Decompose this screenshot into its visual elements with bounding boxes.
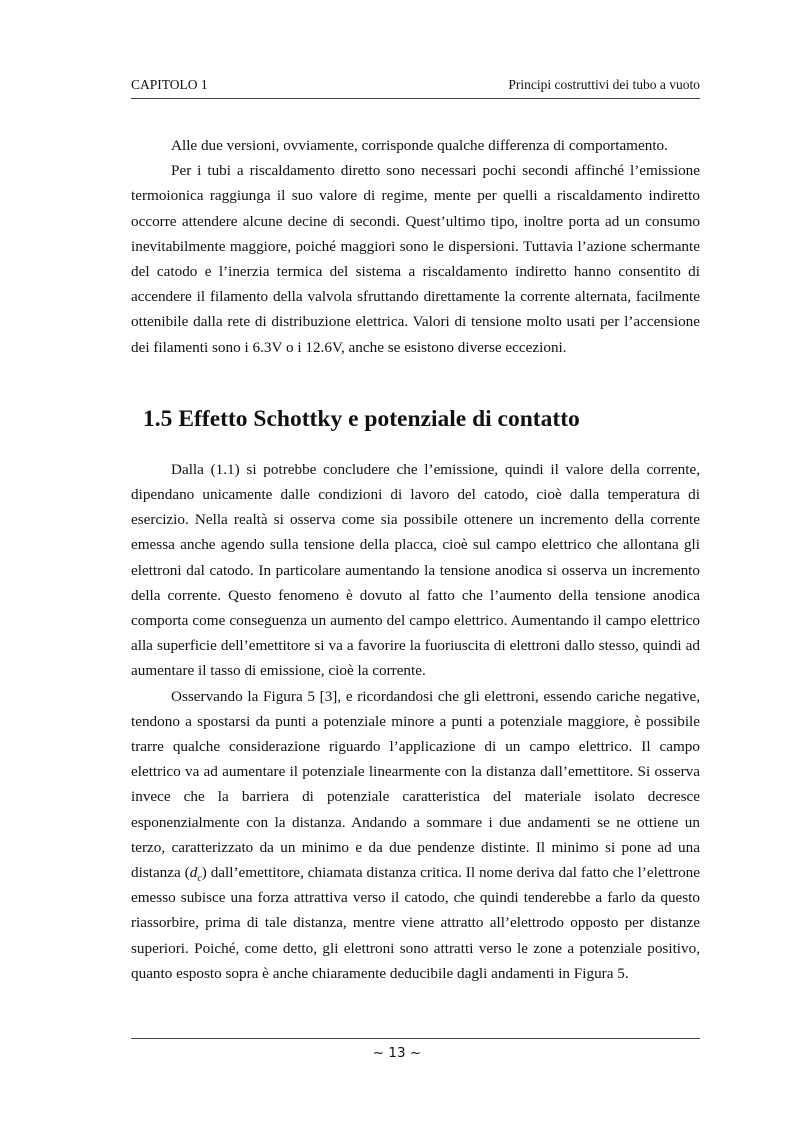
- paragraph-section-2: [131, 684, 700, 986]
- paragraph-section-1: Dalla (1.1) si potrebbe concludere che l’emissione, quindi il valore della corrente, dipendano unicamente dalle condizioni di lavoro del catodo, cioè dalla temperatura di esercizio. Nella realtà si osserva come sia possibile ottenere un incremento della corrente emessa anche agendo sulla tensione della placca, cioè sul campo elettrico che allontana gli elettroni dal catodo. In particolare aumentando la tensione anodica si osserva un incremento della corrente. Questo fenomeno è dovuto al fatto che l’aumento della tensione anodica comporta come conseguenza un aumento del campo elettrico. Aumentando il campo elettrico alla superficie dell’emettitore si va a favorire la fuoriuscita di elettroni dallo stesso, quindi ad aumentare il tasso di emissione, cioè la corrente.: [131, 460, 700, 680]
- header-chapter: CAPITOLO 1: [131, 77, 208, 92]
- page-body: [131, 133, 700, 986]
- paragraph-intro-1: Alle due versioni, ovviamente, corrisponde qualche differenza di comportamento.: [171, 137, 668, 154]
- section-title-text: Effetto Schottky e potenziale di contatto: [178, 405, 580, 432]
- header-title: Principi costruttivi dei tubo a vuoto: [508, 77, 700, 92]
- paragraph-section-2-text-b: ) dall’emettitore, chiamata distanza critica. Il nome deriva dal fatto che l’elettrone emesso subisce una forza attrattiva verso il catodo, che quindi tenderebbe a farlo da questo riassorbire, prima di tale distanza, mentre viene attratto all’elettrodo opposto per distanze superiori. Poiché, come detto, gli elettroni sono attratti verso le zone a potenziale positivo, quanto esposto sopra è anche chiaramente deducibile dagli andamenti in Figura 5.: [131, 864, 700, 982]
- page-number: ~ 13 ~: [372, 1045, 422, 1061]
- paragraph-intro-2: Per i tubi a riscaldamento diretto sono necessari pochi secondi affinché l’emissione termoionica raggiunga il suo valore di regime, mente per quelli a riscaldamento indiretto occorre attendere alcune decine di secondi. Quest’ultimo tipo, inoltre porta ad un consumo inevitabilmente maggiore, poiché maggiori sono le dispersioni. Tuttavia l’azione schermante del catodo e l’inerzia termica del sistema a riscaldamento indiretto hanno consentito di accendere il filamento della valvola sfruttando direttamente la corrente alternata, facilmente ottenibile dalla rete di distribuzione elettrica. Valori di tensione molto usati per l’accensione dei filamenti sono i 6.3V o i 12.6V, anche se esistono diverse eccezioni.: [131, 162, 700, 356]
- section-number: 1.5: [143, 405, 173, 432]
- section-heading: [143, 404, 700, 434]
- paragraph-section-2-text-a: Osservando la Figura 5 [3], e ricordandosi che gli elettroni, essendo cariche negative, tendono a spostarsi da punti a potenziale minore a punti a potenziale maggiore, è possibile trarre qualche considerazione riguardo l’applicazione di un campo elettrico. Il campo elettrico va ad aumentare il potenziale linearmente con la distanza dall’emettitore. Si osserva invece che la barriera di potenziale caratteristica del materiale isolato decresce esponenzialmente con la distanza. Andando a sommare i due andamenti se ne ottiene un terzo, caratterizzato da un minimo e da due pendenze distinte. Il minimo si pone ad una distanza (: [131, 687, 700, 882]
- footer-rule: [131, 1038, 700, 1039]
- critical-distance-symbol: d: [189, 864, 198, 882]
- page-header: [131, 77, 700, 99]
- critical-distance-subscript: c: [197, 873, 202, 885]
